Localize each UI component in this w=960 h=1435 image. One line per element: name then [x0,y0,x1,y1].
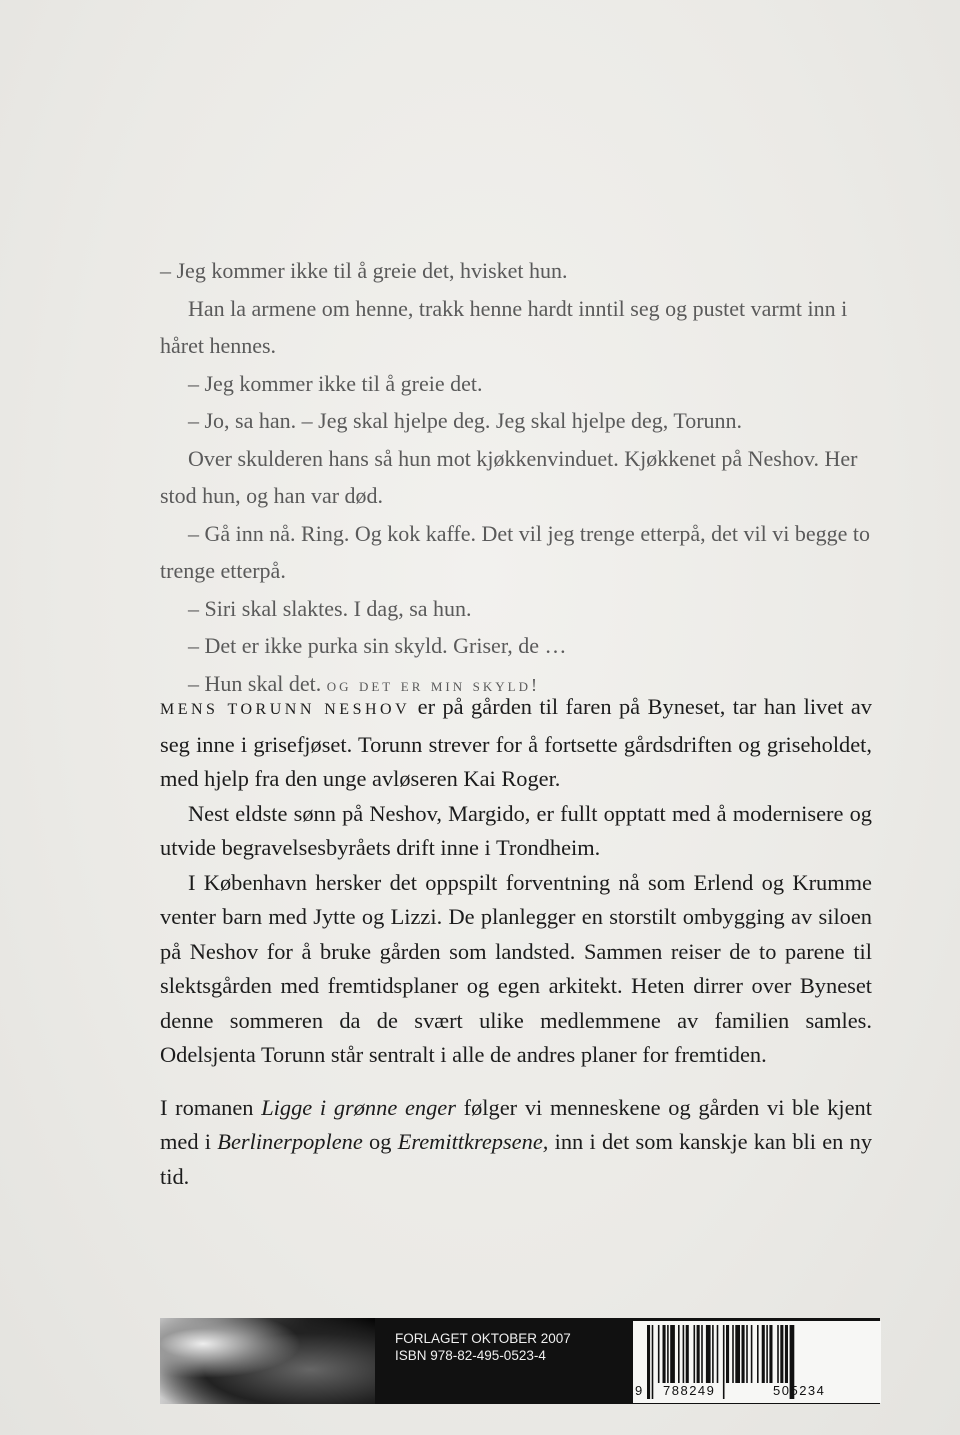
publisher-line: FORLAGET OKTOBER 2007 [395,1331,571,1346]
blurb [160,690,872,1194]
barcode-bar [670,1325,675,1383]
barcode-bar [706,1325,711,1383]
barcode-bar [678,1325,680,1383]
blurb-paragraph: Nest eldste sønn på Neshov, Margido, er fullt opptatt med å modernisere og utvide begravelsesbyråets drift inne i Trondheim. [160,800,872,860]
barcode-bar [746,1325,748,1383]
barcode-bar [652,1325,654,1399]
barcode-bar [757,1325,759,1383]
barcode-bar [780,1325,783,1383]
excerpt-last-line-smallcaps: og det er min skyld! [326,674,540,695]
barcode-bar [712,1325,714,1383]
barcode-bar [742,1325,745,1383]
barcode-bar [769,1325,772,1383]
book-title: Berlinerpoplene [217,1129,363,1154]
barcode-bar [647,1325,650,1399]
book-title: Eremittkrepsene, [397,1129,549,1154]
excerpt-line: – Jeg kommer ikke til å greie det, hvisket hun. [160,258,568,283]
barcode-bar [694,1325,696,1383]
barcode-bar [762,1325,765,1383]
excerpt-line: Over skulderen hans så hun mot kjøkkenvinduet. Kjøkkenet på Neshov. Her stod hun, og han var død. [160,445,858,508]
blurb-text: er på gården til faren på Byneset, tar han livet av seg inne i grisefjøset. Torunn strever for å fortsette gårdsdriften og griseholdet, med hjelp fra den unge avløseren Kai Roger. [160,694,873,791]
blurb-text: følger vi menneskene og gården vi ble kjent med i [160,1094,872,1154]
barcode-bar [701,1325,703,1383]
blurb-paragraph: I København hersker det oppspilt forventning nå som Erlend og Krumme venter barn med Jytte og Lizzi. De planlegger en storstilt ombygging av siloen på Neshov for å bruke gården som landsted. Sammen reiser de to parene til slektsgården med fremtidsplaner og egen arkitekt. Heten dirrer over Byneset denne sommeren da de svært ulike medlemmene av familien samles. Odelsjenta Torunn står sentralt i alle de andres planer for fremtiden. [160,869,872,1067]
publisher-info [375,1318,635,1404]
blurb-text: I romanen [160,1094,262,1120]
isbn-line: ISBN 978-82-495-0523-4 [395,1348,546,1363]
book-title: Ligge i grønne enger [261,1094,456,1120]
barcode-first-digit: 9 [635,1383,644,1398]
barcode-bar [777,1325,779,1383]
excerpt-line: – Det er ikke purka sin skyld. Griser, de … [188,633,567,658]
excerpt-line: – Jo, sa han. – Jeg skal hjelpe deg. Jeg skal hjelpe deg, Torunn. [188,408,743,433]
barcode [633,1321,881,1403]
barcode-bar [766,1325,768,1383]
barcode-group-left: 788249 [663,1383,716,1398]
barcode-bar [785,1325,788,1383]
barcode-bar [658,1325,660,1383]
excerpt-line: – Jeg kommer ikke til å greie det. [188,370,483,396]
barcode-bar [726,1325,729,1383]
barcode-bar [732,1325,734,1383]
blurb-paragraph-closing [160,1091,872,1195]
blurb-text: inn i det som kanskje kan bli en ny tid. [160,1129,873,1189]
excerpt-line: Han la armene om henne, trakk henne hardt inntil seg og pustet varmt inn i håret hennes. [160,295,848,358]
barcode-bar [717,1325,719,1383]
blurb-paragraph [160,690,872,797]
barcode-bar [697,1325,700,1383]
barcode-bar [683,1325,685,1383]
excerpt-line: – Gå inn nå. Ring. Og kok kaffe. Det vil jeg trenge etterpå, det vil vi begge to trenge etterpå. [160,520,871,583]
cover-photo-thumbnail [160,1318,375,1404]
barcode-bar [751,1325,753,1383]
barcode-bar [663,1325,666,1383]
excerpt-line: – Siri skal slaktes. I dag, sa hun. [188,595,472,621]
excerpt [160,252,880,704]
barcode-bar [686,1325,689,1383]
barcode-bar [723,1325,725,1399]
blurb-text: og [362,1129,398,1154]
barcode-bar [667,1325,669,1383]
barcode-group-right: 505234 [773,1383,826,1398]
barcode-bar [735,1325,740,1383]
blurb-lead: MENS TORUNN NESHOV [160,701,411,718]
excerpt-last-line-text: – Hun skal det. [188,670,322,696]
